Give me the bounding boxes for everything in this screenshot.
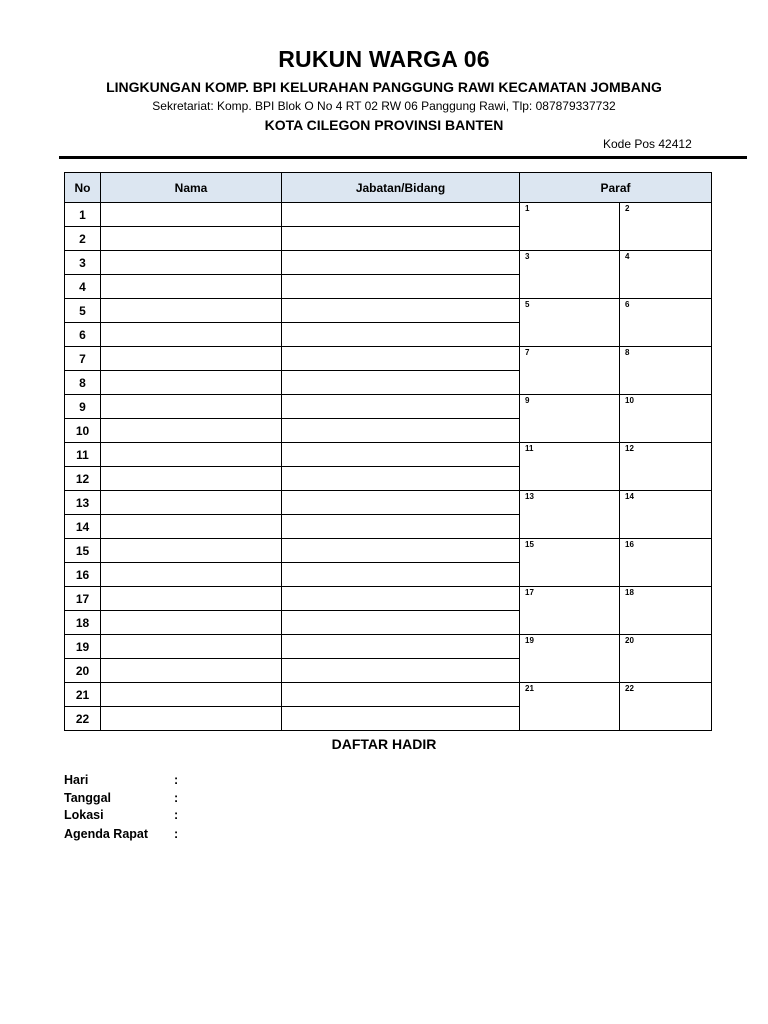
table-row — [65, 299, 712, 323]
jabatan-cell[interactable] — [282, 347, 520, 371]
nama-cell[interactable] — [101, 371, 282, 395]
column-header-nama: Nama — [101, 173, 282, 203]
row-number: 7 — [65, 347, 101, 371]
jabatan-cell[interactable] — [282, 635, 520, 659]
attendance-table — [64, 172, 712, 731]
info-row-lokasi — [64, 808, 178, 822]
nama-cell[interactable] — [101, 563, 282, 587]
nama-cell[interactable] — [101, 635, 282, 659]
jabatan-cell[interactable] — [282, 419, 520, 443]
attendance-heading: DAFTAR HADIR — [331, 736, 437, 752]
paraf-cell[interactable]: 13 — [520, 491, 620, 539]
table-row — [65, 443, 712, 467]
paraf-cell[interactable]: 20 — [620, 635, 712, 683]
row-number: 15 — [65, 539, 101, 563]
paraf-cell[interactable]: 21 — [520, 683, 620, 731]
jabatan-cell[interactable] — [282, 467, 520, 491]
paraf-cell[interactable]: 4 — [620, 251, 712, 299]
nama-cell[interactable] — [101, 419, 282, 443]
jabatan-cell[interactable] — [282, 563, 520, 587]
jabatan-cell[interactable] — [282, 203, 520, 227]
row-number: 20 — [65, 659, 101, 683]
row-number: 16 — [65, 563, 101, 587]
organization-subtitle: LINGKUNGAN KOMP. BPI KELURAHAN PANGGUNG RAWI KECAMATAN JOMBANG — [106, 79, 662, 95]
info-separator: : — [174, 773, 179, 787]
row-number: 19 — [65, 635, 101, 659]
jabatan-cell[interactable] — [282, 539, 520, 563]
nama-cell[interactable] — [101, 587, 282, 611]
paraf-cell[interactable]: 11 — [520, 443, 620, 491]
row-number: 2 — [65, 227, 101, 251]
row-number: 11 — [65, 443, 101, 467]
city-province: KOTA CILEGON PROVINSI BANTEN — [264, 117, 504, 133]
paraf-cell[interactable]: 9 — [520, 395, 620, 443]
jabatan-cell[interactable] — [282, 491, 520, 515]
jabatan-cell[interactable] — [282, 707, 520, 731]
info-separator: : — [174, 808, 179, 822]
nama-cell[interactable] — [101, 539, 282, 563]
header-divider — [59, 156, 747, 159]
paraf-cell[interactable]: 19 — [520, 635, 620, 683]
nama-cell[interactable] — [101, 299, 282, 323]
info-row-tanggal — [64, 791, 178, 805]
table-row — [65, 635, 712, 659]
nama-cell[interactable] — [101, 491, 282, 515]
postal-code: Kode Pos 42412 — [603, 137, 692, 151]
row-number: 17 — [65, 587, 101, 611]
paraf-cell[interactable]: 1 — [520, 203, 620, 251]
row-number: 18 — [65, 611, 101, 635]
column-header-no: No — [65, 173, 101, 203]
jabatan-cell[interactable] — [282, 371, 520, 395]
paraf-cell[interactable]: 10 — [620, 395, 712, 443]
row-number: 4 — [65, 275, 101, 299]
info-separator: : — [174, 827, 179, 841]
nama-cell[interactable] — [101, 227, 282, 251]
jabatan-cell[interactable] — [282, 323, 520, 347]
info-separator: : — [174, 791, 179, 805]
row-number: 5 — [65, 299, 101, 323]
jabatan-cell[interactable] — [282, 587, 520, 611]
nama-cell[interactable] — [101, 683, 282, 707]
jabatan-cell[interactable] — [282, 683, 520, 707]
table-row — [65, 539, 712, 563]
paraf-cell[interactable]: 15 — [520, 539, 620, 587]
nama-cell[interactable] — [101, 203, 282, 227]
paraf-cell[interactable]: 17 — [520, 587, 620, 635]
nama-cell[interactable] — [101, 707, 282, 731]
paraf-cell[interactable]: 14 — [620, 491, 712, 539]
nama-cell[interactable] — [101, 251, 282, 275]
jabatan-cell[interactable] — [282, 443, 520, 467]
row-number: 21 — [65, 683, 101, 707]
info-label: Lokasi — [64, 808, 104, 822]
row-number: 14 — [65, 515, 101, 539]
info-row-hari — [64, 773, 178, 787]
paraf-cell[interactable]: 18 — [620, 587, 712, 635]
table-row — [65, 347, 712, 371]
nama-cell[interactable] — [101, 443, 282, 467]
nama-cell[interactable] — [101, 611, 282, 635]
nama-cell[interactable] — [101, 659, 282, 683]
nama-cell[interactable] — [101, 515, 282, 539]
table-row — [65, 587, 712, 611]
row-number: 8 — [65, 371, 101, 395]
table-row — [65, 491, 712, 515]
paraf-cell[interactable]: 7 — [520, 347, 620, 395]
nama-cell[interactable] — [101, 323, 282, 347]
paraf-cell[interactable]: 3 — [520, 251, 620, 299]
column-header-paraf: Paraf — [520, 173, 712, 203]
row-number: 12 — [65, 467, 101, 491]
info-label: Hari — [64, 773, 89, 787]
paraf-cell[interactable]: 2 — [620, 203, 712, 251]
paraf-cell[interactable]: 5 — [520, 299, 620, 347]
row-number: 6 — [65, 323, 101, 347]
table-row — [65, 251, 712, 275]
jabatan-cell[interactable] — [282, 611, 520, 635]
jabatan-cell[interactable] — [282, 395, 520, 419]
info-row-agenda — [64, 827, 178, 841]
jabatan-cell[interactable] — [282, 227, 520, 251]
page-title: RUKUN WARGA 06 — [278, 46, 490, 72]
paraf-cell[interactable]: 22 — [620, 683, 712, 731]
table-row — [65, 683, 712, 707]
row-number: 10 — [65, 419, 101, 443]
paraf-cell[interactable]: 8 — [620, 347, 712, 395]
paraf-cell[interactable]: 6 — [620, 299, 712, 347]
table-row — [65, 395, 712, 419]
secretariat-address: Sekretariat: Komp. BPI Blok O No 4 RT 02 RW 06 Panggung Rawi, Tlp: 087879337732 — [152, 99, 616, 113]
table-header-row — [65, 173, 712, 203]
row-number: 22 — [65, 707, 101, 731]
row-number: 3 — [65, 251, 101, 275]
nama-cell[interactable] — [101, 395, 282, 419]
jabatan-cell[interactable] — [282, 275, 520, 299]
table-body — [65, 203, 712, 731]
paraf-cell[interactable]: 16 — [620, 539, 712, 587]
info-label: Tanggal — [64, 791, 111, 805]
nama-cell[interactable] — [101, 275, 282, 299]
jabatan-cell[interactable] — [282, 299, 520, 323]
table-row — [65, 203, 712, 227]
row-number: 13 — [65, 491, 101, 515]
row-number: 1 — [65, 203, 101, 227]
info-label: Agenda Rapat — [64, 827, 149, 841]
column-header-jabatan: Jabatan/Bidang — [282, 173, 520, 203]
nama-cell[interactable] — [101, 467, 282, 491]
nama-cell[interactable] — [101, 347, 282, 371]
paraf-cell[interactable]: 12 — [620, 443, 712, 491]
jabatan-cell[interactable] — [282, 515, 520, 539]
jabatan-cell[interactable] — [282, 251, 520, 275]
row-number: 9 — [65, 395, 101, 419]
jabatan-cell[interactable] — [282, 659, 520, 683]
